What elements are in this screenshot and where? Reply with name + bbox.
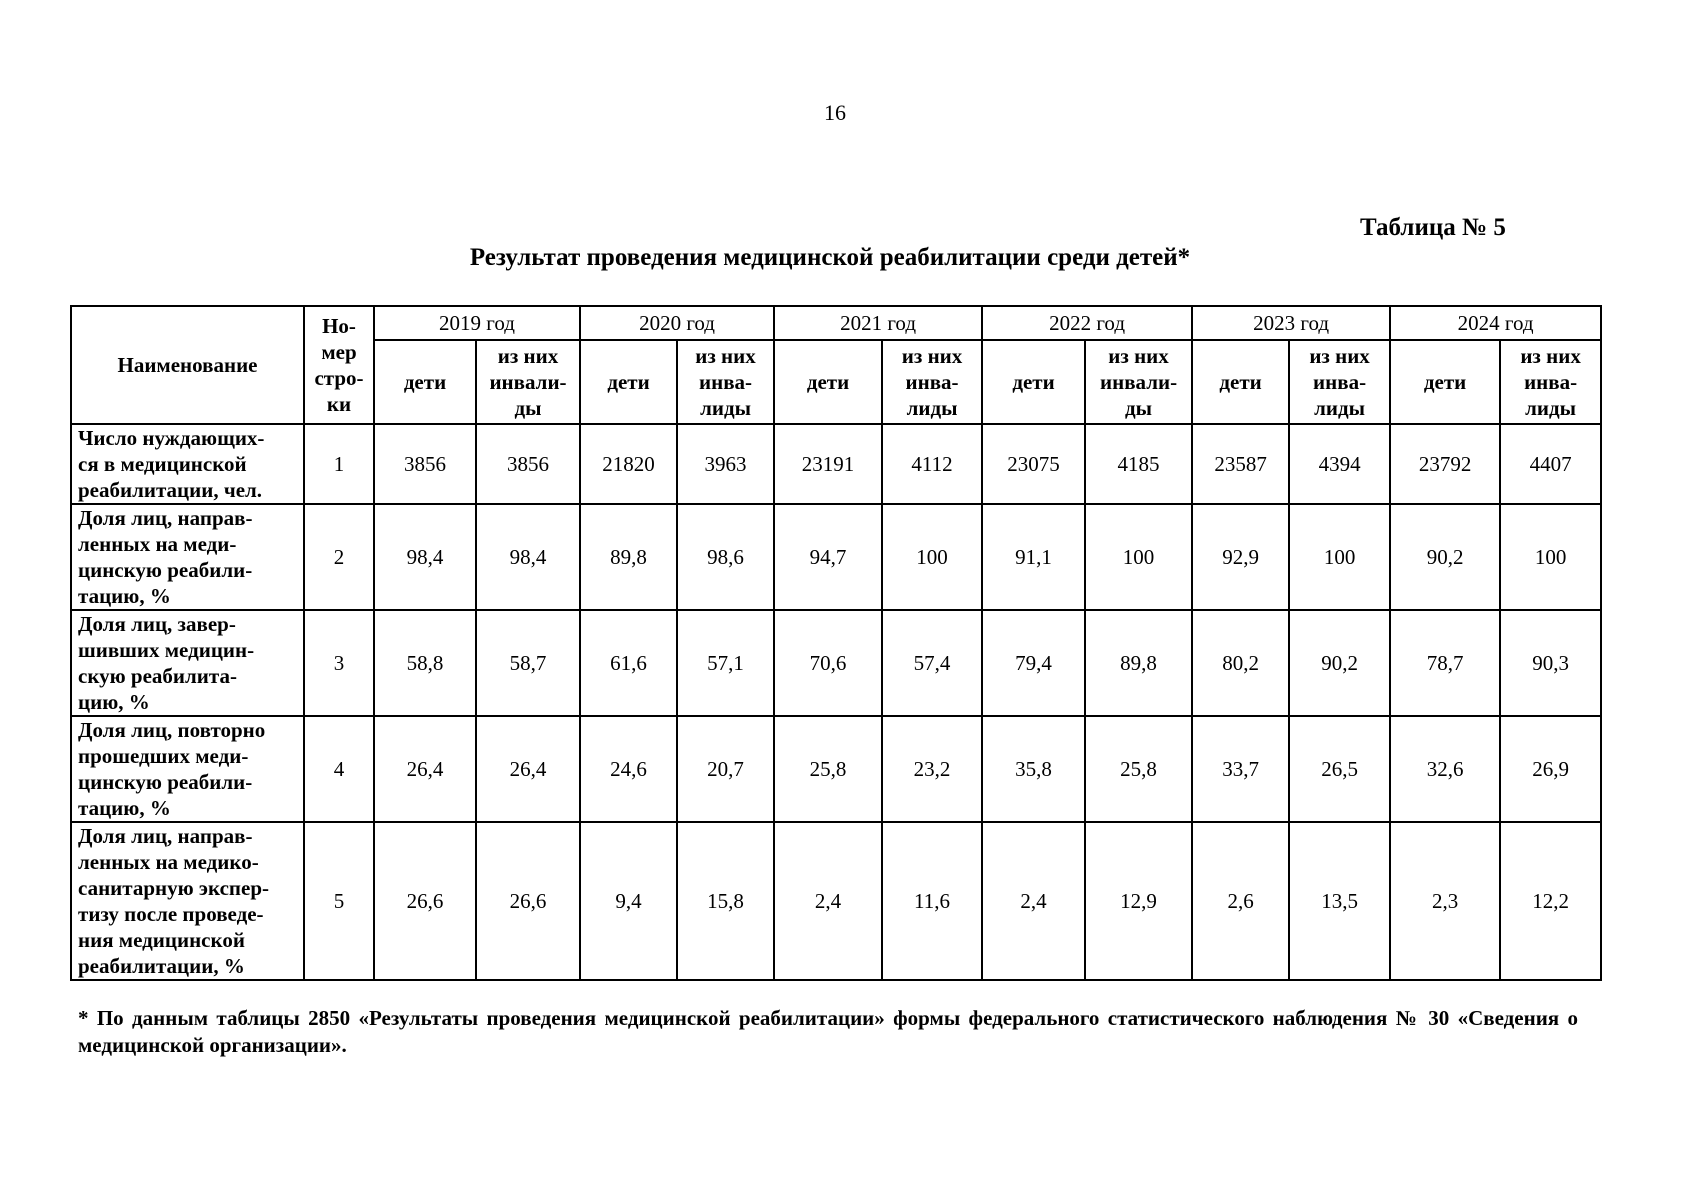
table-title: Результат проведения медицинской реабилитации среди детей* <box>469 244 1191 271</box>
table-cell: 4394 <box>1289 424 1390 504</box>
table-cell: 79,4 <box>982 610 1085 716</box>
row-number: 5 <box>304 822 374 980</box>
table-cell: 25,8 <box>774 716 882 822</box>
table-cell: 100 <box>882 504 982 610</box>
table-cell: 20,7 <box>677 716 774 822</box>
table-cell: 80,2 <box>1192 610 1289 716</box>
table-cell: 26,4 <box>476 716 580 822</box>
table-cell: 100 <box>1085 504 1192 610</box>
table-cell: 13,5 <box>1289 822 1390 980</box>
table-cell: 26,4 <box>374 716 476 822</box>
header-disabled: из них инва- лиды <box>882 340 982 424</box>
table-cell: 90,3 <box>1500 610 1601 716</box>
table-cell: 100 <box>1289 504 1390 610</box>
table-cell: 33,7 <box>1192 716 1289 822</box>
header-years-row <box>71 306 1601 340</box>
header-year-2021: 2021 год <box>774 306 982 340</box>
table-cell: 15,8 <box>677 822 774 980</box>
table-cell: 12,9 <box>1085 822 1192 980</box>
table-cell: 3856 <box>374 424 476 504</box>
table-cell: 2,6 <box>1192 822 1289 980</box>
row-number: 1 <box>304 424 374 504</box>
table-row <box>71 504 1601 610</box>
table-cell: 23075 <box>982 424 1085 504</box>
table-cell: 23587 <box>1192 424 1289 504</box>
table-cell: 23191 <box>774 424 882 504</box>
row-number: 2 <box>304 504 374 610</box>
table-row <box>71 716 1601 822</box>
table-cell: 78,7 <box>1390 610 1500 716</box>
table-cell: 57,1 <box>677 610 774 716</box>
table-cell: 26,6 <box>374 822 476 980</box>
table-cell: 3856 <box>476 424 580 504</box>
table-cell: 24,6 <box>580 716 677 822</box>
row-name: Доля лиц, повторно прошедших меди- цинскую реабили- тацию, % <box>71 716 304 822</box>
table-cell: 26,9 <box>1500 716 1601 822</box>
table-row <box>71 424 1601 504</box>
page-number: 16 <box>824 100 846 125</box>
table-cell: 23792 <box>1390 424 1500 504</box>
row-number: 3 <box>304 610 374 716</box>
table-cell: 94,7 <box>774 504 882 610</box>
table-row <box>71 822 1601 980</box>
table-body <box>71 424 1601 980</box>
table-cell: 3963 <box>677 424 774 504</box>
table-cell: 4407 <box>1500 424 1601 504</box>
table-cell: 100 <box>1500 504 1601 610</box>
table-cell: 4185 <box>1085 424 1192 504</box>
table-cell: 61,6 <box>580 610 677 716</box>
row-number: 4 <box>304 716 374 822</box>
table-cell: 26,5 <box>1289 716 1390 822</box>
table-cell: 90,2 <box>1390 504 1500 610</box>
table-cell: 70,6 <box>774 610 882 716</box>
header-year-2019: 2019 год <box>374 306 580 340</box>
footnote: * По данным таблицы 2850 «Результаты проведения медицинской реабилитации» формы федерального статистического наблюдения № 30 «Сведения о медицинской организации». <box>78 1006 1578 1057</box>
header-disabled: из них инвали- ды <box>476 340 580 424</box>
table-cell: 21820 <box>580 424 677 504</box>
table-cell: 89,8 <box>1085 610 1192 716</box>
row-name: Доля лиц, направ- ленных на медико- санитарную экспер- тизу после проведе- ния медицинской реабилитации, % <box>71 822 304 980</box>
header-children: дети <box>580 340 677 424</box>
table-cell: 25,8 <box>1085 716 1192 822</box>
header-disabled: из них инвали- ды <box>1085 340 1192 424</box>
row-name: Доля лиц, завер- шивших медицин- скую реабилита- цию, % <box>71 610 304 716</box>
table-cell: 11,6 <box>882 822 982 980</box>
table-cell: 90,2 <box>1289 610 1390 716</box>
header-year-2022: 2022 год <box>982 306 1192 340</box>
table-cell: 32,6 <box>1390 716 1500 822</box>
table-cell: 58,7 <box>476 610 580 716</box>
table-cell: 57,4 <box>882 610 982 716</box>
rehabilitation-table <box>70 305 1602 981</box>
table-cell: 58,8 <box>374 610 476 716</box>
header-year-2024: 2024 год <box>1390 306 1601 340</box>
table-cell: 98,6 <box>677 504 774 610</box>
table-cell: 35,8 <box>982 716 1085 822</box>
header-children: дети <box>982 340 1085 424</box>
table-cell: 9,4 <box>580 822 677 980</box>
header-year-2023: 2023 год <box>1192 306 1390 340</box>
header-disabled: из них инва- лиды <box>677 340 774 424</box>
table-cell: 12,2 <box>1500 822 1601 980</box>
header-children: дети <box>1192 340 1289 424</box>
table-cell: 4112 <box>882 424 982 504</box>
header-disabled: из них инва- лиды <box>1500 340 1601 424</box>
table-cell: 23,2 <box>882 716 982 822</box>
table-cell: 2,4 <box>982 822 1085 980</box>
table-cell: 91,1 <box>982 504 1085 610</box>
table-cell: 26,6 <box>476 822 580 980</box>
table-label: Таблица № 5 <box>1360 214 1506 241</box>
header-name: Наименование <box>71 306 304 424</box>
table-cell: 2,3 <box>1390 822 1500 980</box>
table-cell: 2,4 <box>774 822 882 980</box>
table-cell: 92,9 <box>1192 504 1289 610</box>
header-row-number: Но- мер стро- ки <box>304 306 374 424</box>
header-children: дети <box>774 340 882 424</box>
table-cell: 98,4 <box>374 504 476 610</box>
row-name: Число нуждающих- ся в медицинской реабилитации, чел. <box>71 424 304 504</box>
table-cell: 89,8 <box>580 504 677 610</box>
row-name: Доля лиц, направ- ленных на меди- цинскую реабили- тацию, % <box>71 504 304 610</box>
header-year-2020: 2020 год <box>580 306 774 340</box>
header-disabled: из них инва- лиды <box>1289 340 1390 424</box>
table-cell: 98,4 <box>476 504 580 610</box>
header-children: дети <box>374 340 476 424</box>
header-children: дети <box>1390 340 1500 424</box>
table-row <box>71 610 1601 716</box>
